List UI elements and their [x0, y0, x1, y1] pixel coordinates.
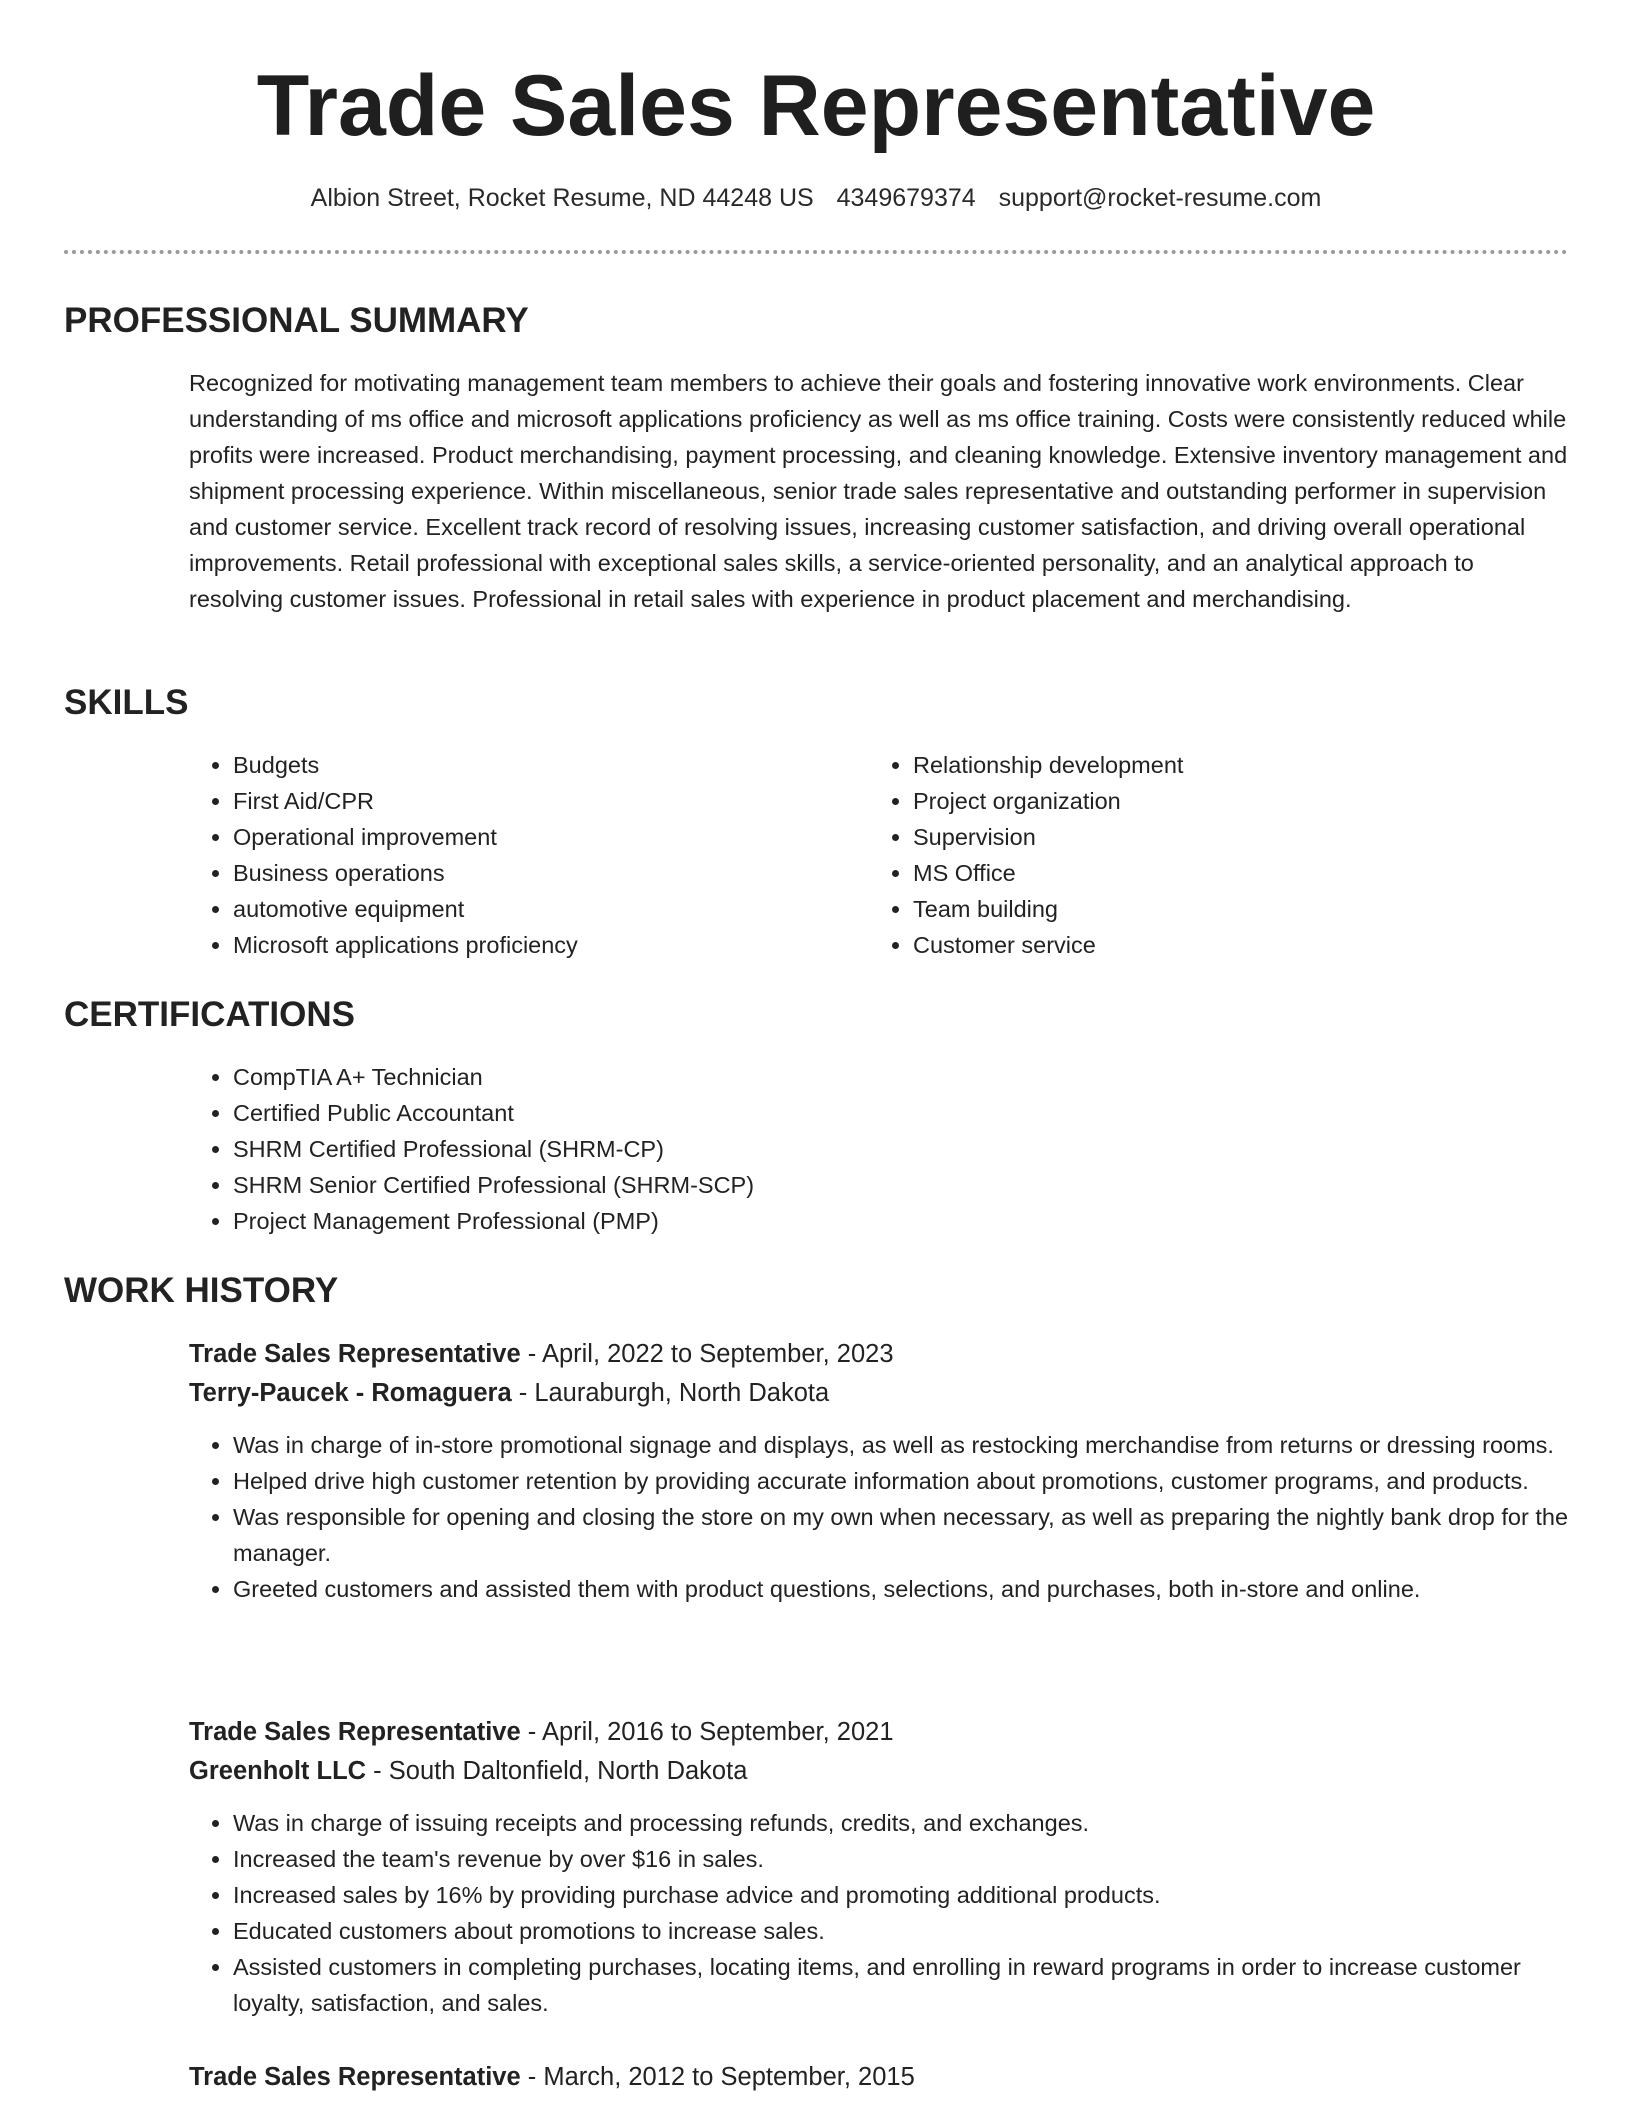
candidate-name: Trade Sales Representative [256, 58, 1376, 154]
job-company-line [189, 1752, 1569, 1791]
skills-left-column [189, 747, 809, 963]
certification-item: • Project Management Professional (PMP) [233, 1203, 1569, 1239]
job-duty: • Was in charge of issuing receipts and processing refunds, credits, and exchanges. [233, 1805, 1569, 1841]
job-entry [189, 1335, 1569, 1607]
skill-item: • MS Office [913, 855, 1489, 891]
certifications-heading: CERTIFICATIONS [64, 995, 356, 1034]
skills-right-column [869, 747, 1489, 963]
contact-phone: 4349679374 [836, 184, 976, 212]
job-duties-list [189, 1427, 1569, 1607]
skill-item: • First Aid/CPR [233, 783, 809, 819]
certification-item: • SHRM Certified Professional (SHRM-CP) [233, 1131, 1569, 1167]
certifications-section [189, 1059, 1569, 1239]
job-location: - South Daltonfield, North Dakota [366, 1757, 748, 1785]
skill-item: • Customer service [913, 927, 1489, 963]
job-title-line [189, 1713, 1569, 1752]
certification-item: • CompTIA A+ Technician [233, 1059, 1569, 1095]
job-role: Trade Sales Representative [189, 1340, 521, 1368]
skill-item: • Relationship development [913, 747, 1489, 783]
skill-item: • automotive equipment [233, 891, 809, 927]
job-duty: • Helped drive high customer retention by providing accurate information about promotions, customer programs, and products. [233, 1463, 1569, 1499]
job-company: Greenholt LLC [189, 1757, 367, 1785]
certification-item: • SHRM Senior Certified Professional (SHRM-SCP) [233, 1167, 1569, 1203]
job-role: Trade Sales Representative [189, 2063, 521, 2091]
job-title-line [189, 1335, 1569, 1374]
skill-item: • Business operations [233, 855, 809, 891]
skill-item: • Project organization [913, 783, 1489, 819]
summary-text: Recognized for motivating management team members to achieve their goals and fostering innovative work environments. Clear understanding of ms office and microsoft applications proficiency as well as ms office training. Costs were consistently reduced while profits were increased. Product merchandising, payment processing, and cleaning knowledge. Extensive inventory management and shipment processing experience. Within miscellaneous, senior trade sales representative and outstanding performer in supervision and customer service. Excellent track record of resolving issues, increasing customer satisfaction, and driving overall operational improvements. Retail professional with exceptional sales skills, a service-oriented personality, and an analytical approach to resolving customer issues. Professional in retail sales with experience in product placement and merchandising. [189, 370, 1568, 612]
skill-item: • Operational improvement [233, 819, 809, 855]
job-dates: - April, 2022 to September, 2023 [520, 1340, 894, 1368]
job-dates: - April, 2016 to September, 2021 [520, 1718, 894, 1746]
header-divider [64, 250, 1568, 254]
job-title-line [189, 2058, 1569, 2097]
job-company: Terry-Paucek - Romaguera [189, 1379, 512, 1407]
skill-item: • Budgets [233, 747, 809, 783]
job-duty: • Educated customers about promotions to increase sales. [233, 1913, 1569, 1949]
job-duty: • Was responsible for opening and closing the store on my own when necessary, as well as preparing the nightly bank drop for the manager. [233, 1499, 1569, 1571]
skill-item: • Supervision [913, 819, 1489, 855]
contact-email: support@rocket-resume.com [998, 184, 1322, 212]
skills-list-right [869, 747, 1489, 963]
skill-item: • Team building [913, 891, 1489, 927]
job-entry [189, 1713, 1569, 2021]
job-duty: • Increased the team's revenue by over $16 in sales. [233, 1841, 1569, 1877]
certification-item: • Certified Public Accountant [233, 1095, 1569, 1131]
job-entry [189, 2058, 1569, 2097]
contact-line [0, 180, 1632, 216]
job-duty: • Was in charge of in-store promotional signage and displays, as well as restocking merchandise from returns or dressing rooms. [233, 1427, 1569, 1463]
job-dates: - March, 2012 to September, 2015 [520, 2063, 915, 2091]
contact-address: Albion Street, Rocket Resume, ND 44248 US [310, 184, 814, 212]
job-duty: • Assisted customers in completing purchases, locating items, and enrolling in reward programs in order to increase customer loyalty, satisfaction, and sales. [233, 1949, 1569, 2021]
certifications-list [189, 1059, 1569, 1239]
job-role: Trade Sales Representative [189, 1718, 521, 1746]
skills-list-left [189, 747, 809, 963]
job-duty: • Greeted customers and assisted them with product questions, selections, and purchases, both in-store and online. [233, 1571, 1569, 1607]
job-duty: • Increased sales by 16% by providing purchase advice and promoting additional products. [233, 1877, 1569, 1913]
job-company-line [189, 1374, 1569, 1413]
summary-heading: PROFESSIONAL SUMMARY [64, 301, 529, 340]
skill-item: • Microsoft applications proficiency [233, 927, 809, 963]
job-location: - Lauraburgh, North Dakota [511, 1379, 830, 1407]
job-duties-list [189, 1805, 1569, 2021]
skills-heading: SKILLS [64, 683, 189, 722]
summary-section [189, 365, 1569, 617]
work-history-heading: WORK HISTORY [64, 1271, 339, 1310]
